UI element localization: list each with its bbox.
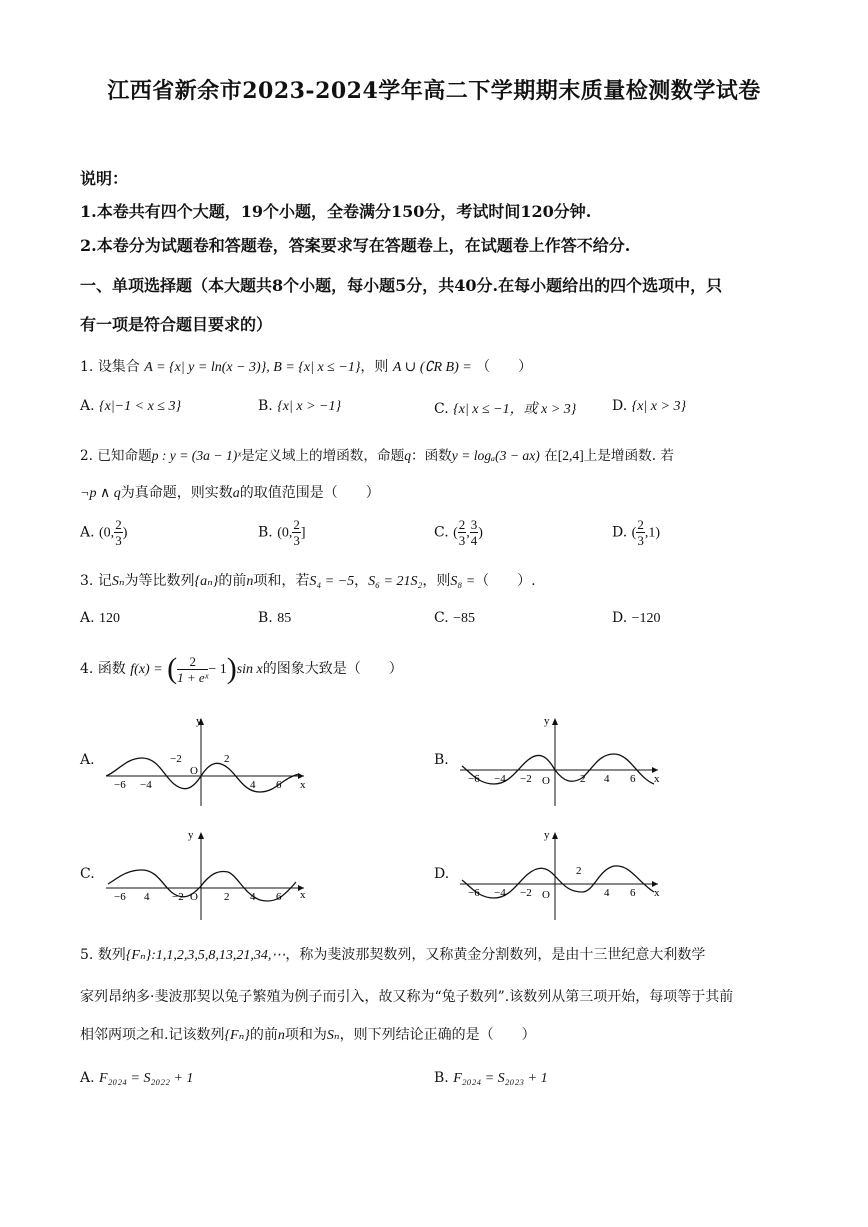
stem-text: 数列 bbox=[97, 947, 126, 963]
option-value: {x| x ≤ −1，或 x > 3} bbox=[453, 402, 577, 417]
tick-label: 4 bbox=[250, 779, 256, 791]
option-bracket: ] bbox=[300, 525, 306, 541]
sine-term: sin x bbox=[236, 662, 263, 677]
stem-text: ，则下列结论正确的是（ ） bbox=[339, 1027, 536, 1043]
notes-line-2: 2.本卷分为试题卷和答题卷，答案要求写在答题卷上，在试题卷上作答不给分. bbox=[80, 236, 631, 255]
variable: n bbox=[277, 1028, 285, 1043]
option-value: F₂₀₂₄ = S₂₀₂₂ + 1 bbox=[99, 1071, 194, 1086]
stem-text: 的前 bbox=[249, 1027, 278, 1043]
left-paren: ( bbox=[167, 652, 178, 685]
set-definitions: A = {x| y = ln(x − 3)}, B = {x| x ≤ −1} bbox=[144, 360, 361, 375]
option-comma: , bbox=[466, 525, 470, 541]
sequence-symbol: {aₙ} bbox=[194, 574, 219, 589]
numerator: 2 bbox=[293, 517, 300, 532]
graph-option-a bbox=[104, 712, 314, 808]
option-bracket: (0, bbox=[99, 525, 115, 541]
condition-2: S₆ = 21S₂ bbox=[368, 574, 423, 589]
graph-option-c bbox=[104, 826, 314, 922]
tick-label: 6 bbox=[276, 891, 282, 903]
numerator: 2 bbox=[458, 517, 466, 532]
notes-heading: 说明： bbox=[80, 169, 129, 188]
option-label: D. bbox=[612, 398, 628, 414]
stem-text: 已知命题 bbox=[97, 448, 152, 464]
y-axis-arrow bbox=[552, 832, 558, 839]
origin-label: O bbox=[190, 891, 198, 903]
x-axis-label: x bbox=[654, 773, 660, 785]
option-value: −85 bbox=[453, 611, 476, 626]
question-4-stem bbox=[80, 652, 403, 687]
question-5-option-b bbox=[434, 1070, 548, 1087]
sum-symbol: Sₙ bbox=[326, 1028, 340, 1043]
tick-label: −6 bbox=[114, 779, 126, 791]
right-paren: ) bbox=[226, 652, 237, 685]
question-3-stem bbox=[80, 570, 536, 590]
stem-text: 上是增函数. 若 bbox=[583, 448, 674, 464]
curve bbox=[106, 758, 299, 792]
stem-text: （ ）. bbox=[475, 573, 536, 589]
tick-label: 6 bbox=[276, 779, 282, 791]
option-label: B. bbox=[434, 1070, 449, 1086]
minus-one: − 1 bbox=[208, 662, 227, 677]
stem-text: ，则 bbox=[360, 359, 389, 375]
set-expression: A ∪ (∁R B) = bbox=[392, 360, 472, 375]
tick-label: −2 bbox=[520, 887, 532, 899]
question-5-stem-line-3 bbox=[80, 1024, 536, 1044]
function-name: f(x) = bbox=[130, 662, 163, 677]
sequence-expression: {Fₙ}:1,1,2,3,5,8,13,21,34,⋯ bbox=[125, 948, 286, 963]
tick-label: 2 bbox=[224, 891, 230, 903]
question-1-option-a bbox=[80, 398, 181, 415]
tick-label: 2 bbox=[576, 865, 582, 877]
option-value: {x|−1 < x ≤ 3} bbox=[99, 399, 182, 414]
exam-title: 江西省新余市2023-2024学年高二下学期期末质量检测数学试卷 bbox=[107, 78, 761, 104]
question-1-stem bbox=[80, 356, 532, 376]
option-label: C. bbox=[434, 524, 449, 541]
x-axis-label: x bbox=[300, 779, 306, 791]
stem-text: 是定义域上的增函数，命题 bbox=[241, 448, 405, 464]
denominator: 3 bbox=[293, 533, 300, 548]
question-3-option-d bbox=[612, 610, 661, 627]
question-5-option-a bbox=[80, 1070, 193, 1087]
option-label: A. bbox=[80, 1070, 95, 1086]
y-axis-label: y bbox=[544, 715, 550, 727]
question-3-option-b bbox=[258, 610, 291, 627]
function-expression: y = logₐ(3 − ax) bbox=[451, 448, 540, 463]
stem-text: 的取值范围是（ ） bbox=[239, 485, 380, 501]
question-number: 5. bbox=[80, 947, 94, 963]
origin-label: O bbox=[542, 889, 550, 901]
tick-label: −2 bbox=[172, 891, 184, 903]
compound-condition: ¬p ∧ q bbox=[80, 486, 121, 501]
option-value: −120 bbox=[631, 611, 661, 626]
variable: n bbox=[246, 574, 254, 589]
tick-label: 6 bbox=[630, 887, 636, 899]
stem-text: 记 bbox=[97, 573, 112, 589]
y-axis-arrow bbox=[198, 832, 204, 839]
stem-text: 项和，若 bbox=[253, 573, 310, 589]
option-bracket: ( bbox=[631, 525, 637, 541]
asked-expression: S₈ = bbox=[450, 574, 476, 589]
stem-text: 函数 bbox=[97, 661, 126, 677]
stem-text: 的图象大致是（ ） bbox=[262, 661, 403, 677]
option-value: F₂₀₂₄ = S₂₀₂₃ + 1 bbox=[453, 1071, 548, 1086]
question-number: 2. bbox=[80, 448, 93, 464]
tick-label: 2 bbox=[224, 753, 230, 765]
numerator: 2 bbox=[115, 517, 122, 532]
stem-text: ，称为斐波那契数列，又称黄金分割数列，是由十三世纪意大利数学 bbox=[285, 947, 706, 963]
question-1-option-d bbox=[612, 398, 686, 415]
origin-label: O bbox=[542, 775, 550, 787]
stem-text: ， bbox=[354, 573, 369, 589]
option-bracket: ) bbox=[122, 525, 128, 541]
condition-1: S₄ = −5 bbox=[309, 574, 355, 589]
curve bbox=[462, 754, 654, 784]
section-heading-line-1: 一、单项选择题（本大题共8个小题，每小题5分，共40分.在每小题给出的四个选项中，只 bbox=[80, 276, 723, 295]
proposition-p: p : y = (3a − 1)ˣ bbox=[151, 448, 242, 463]
stem-text: 项和为 bbox=[284, 1027, 327, 1043]
tick-label: −6 bbox=[468, 773, 480, 785]
tick-label: −6 bbox=[468, 887, 480, 899]
notes-line-1: 1.本卷共有四个大题，19个小题，全卷满分150分，考试时间120分钟. bbox=[80, 202, 592, 221]
y-axis-arrow bbox=[552, 718, 558, 725]
denominator: 3 bbox=[637, 533, 644, 548]
option-label: A. bbox=[80, 398, 95, 414]
sum-symbol: Sₙ bbox=[111, 574, 125, 589]
numerator: 2 bbox=[177, 655, 208, 670]
question-2-option-c bbox=[434, 518, 483, 547]
interval: [2,4] bbox=[557, 448, 584, 463]
option-label: C. bbox=[434, 401, 449, 417]
variable: a bbox=[232, 486, 240, 501]
tick-label: −4 bbox=[140, 779, 152, 791]
tick-label: 4 bbox=[604, 887, 610, 899]
option-value: 120 bbox=[99, 611, 121, 626]
tick-label: 6 bbox=[630, 773, 636, 785]
curve bbox=[462, 866, 654, 898]
tick-label: 2 bbox=[580, 773, 586, 785]
question-4-option-a-label: A. bbox=[80, 752, 95, 768]
stem-text: 的前 bbox=[218, 573, 247, 589]
fraction bbox=[177, 655, 208, 684]
option-label: B. bbox=[258, 398, 273, 414]
numerator: 3 bbox=[470, 517, 478, 532]
option-label: D. bbox=[612, 610, 628, 626]
question-2-option-b bbox=[258, 518, 306, 547]
question-number: 4. bbox=[80, 661, 94, 677]
fraction bbox=[114, 518, 123, 547]
option-label: A. bbox=[80, 610, 95, 626]
tick-label: 4 bbox=[604, 773, 610, 785]
proposition-q: q bbox=[404, 448, 411, 463]
fraction bbox=[292, 518, 301, 547]
option-bracket: ) bbox=[478, 525, 483, 541]
graph-option-b bbox=[458, 712, 668, 808]
y-axis-label: y bbox=[196, 715, 202, 727]
question-2-option-a bbox=[80, 518, 127, 547]
stem-text: ：函数 bbox=[410, 448, 452, 464]
tick-label: 4 bbox=[144, 891, 150, 903]
question-4-option-c-label: C. bbox=[80, 866, 95, 882]
question-5-stem-line-2: 家列昂纳多·斐波那契以兔子繁殖为例子而引入，故又称为“兔子数列”.该数列从第三项开始，每项等于其前 bbox=[80, 989, 734, 1005]
tick-label: −2 bbox=[170, 753, 182, 765]
tick-label: −4 bbox=[494, 887, 506, 899]
stem-text: 为真命题，则实数 bbox=[120, 485, 233, 501]
question-3-option-c bbox=[434, 610, 475, 627]
stem-text: 设集合 bbox=[97, 359, 140, 375]
curve bbox=[108, 870, 296, 901]
question-4-option-d-label: D. bbox=[434, 866, 450, 882]
x-axis-label: x bbox=[300, 889, 306, 901]
denominator: 3 bbox=[115, 533, 122, 548]
question-number: 3. bbox=[80, 573, 94, 589]
stem-text: ，则 bbox=[422, 573, 451, 589]
option-bracket: (0, bbox=[277, 525, 293, 541]
sequence-symbol: {Fₙ} bbox=[224, 1028, 250, 1043]
question-1-option-b bbox=[258, 398, 341, 415]
tick-label: −6 bbox=[114, 891, 126, 903]
question-number: 1. bbox=[80, 359, 94, 375]
fraction bbox=[636, 518, 645, 547]
tick-label: −2 bbox=[520, 773, 532, 785]
x-axis-label: x bbox=[654, 887, 660, 899]
stem-text: 相邻两项之和.记该数列 bbox=[80, 1027, 225, 1043]
question-2-stem-line-2 bbox=[80, 482, 380, 502]
origin-label: O bbox=[190, 765, 198, 777]
option-value: {x| x > 3} bbox=[631, 399, 687, 414]
stem-text: 为等比数列 bbox=[124, 573, 195, 589]
option-bracket: ,1) bbox=[644, 525, 660, 541]
question-5-stem-line-1 bbox=[80, 944, 705, 964]
option-label: C. bbox=[434, 610, 449, 626]
option-label: D. bbox=[612, 524, 628, 541]
y-axis-label: y bbox=[544, 829, 550, 841]
graph-option-d bbox=[458, 826, 668, 922]
option-label: B. bbox=[258, 610, 273, 626]
section-heading-line-2: 有一项是符合题目要求的） bbox=[80, 315, 273, 334]
tick-label: −4 bbox=[494, 773, 506, 785]
question-4-option-b-label: B. bbox=[434, 752, 449, 768]
numerator: 2 bbox=[637, 517, 644, 532]
option-value: 85 bbox=[277, 611, 292, 626]
option-value: {x| x > −1} bbox=[277, 399, 342, 414]
option-label: B. bbox=[258, 524, 273, 541]
y-axis-label: y bbox=[188, 829, 194, 841]
answer-paren: （ ） bbox=[476, 359, 533, 375]
question-1-option-c bbox=[434, 398, 576, 418]
option-label: A. bbox=[80, 524, 95, 541]
denominator: 4 bbox=[470, 533, 478, 548]
option-bracket: ( bbox=[453, 525, 458, 541]
question-2-option-d bbox=[612, 518, 660, 547]
denominator: 1 + eˣ bbox=[177, 669, 209, 685]
stem-text: 在 bbox=[544, 448, 558, 464]
tick-label: 4 bbox=[250, 891, 256, 903]
question-3-option-a bbox=[80, 610, 120, 627]
denominator: 3 bbox=[458, 533, 466, 548]
question-2-stem-line-1 bbox=[80, 444, 674, 464]
